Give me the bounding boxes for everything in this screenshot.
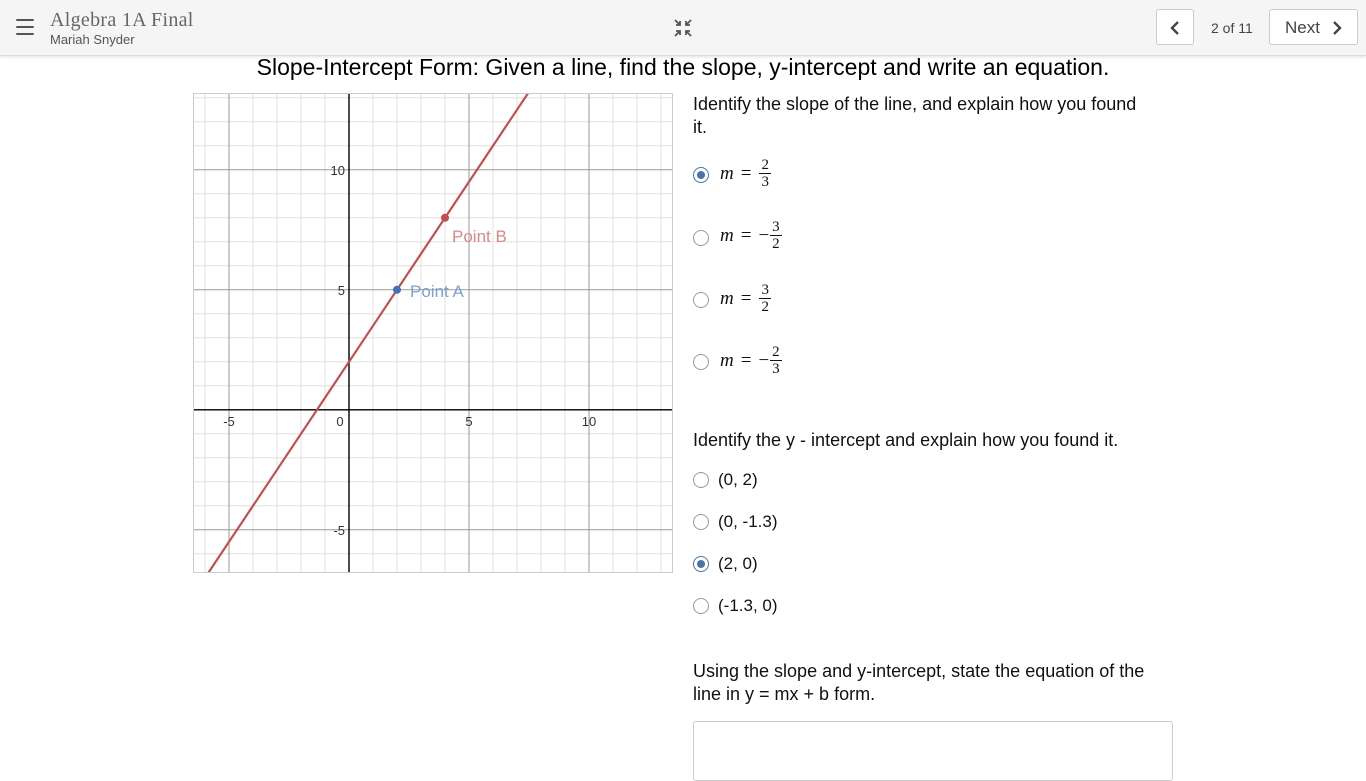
math-equals: =	[740, 224, 752, 246]
slope-option-4-radio[interactable]	[693, 354, 709, 370]
math-equals: =	[740, 287, 752, 309]
denominator: 2	[761, 299, 769, 315]
y-tick-label: -5	[333, 522, 345, 538]
top-bar	[0, 0, 1366, 56]
math-variable: m	[720, 162, 734, 184]
fraction	[770, 219, 782, 252]
intercept-option-2-radio[interactable]	[693, 514, 709, 530]
point-a-label: Point A	[410, 281, 464, 301]
point-a[interactable]	[393, 286, 401, 294]
slope-option-1[interactable]	[720, 157, 771, 190]
denominator: 3	[772, 361, 780, 377]
app-title: Algebra 1A Final	[50, 9, 194, 31]
intercept-option-3-label[interactable]: (2, 0)	[718, 554, 758, 573]
question-equation-prompt: Using the slope and y-intercept, state the equation of the line in y = mx + b form.	[693, 661, 1145, 704]
slope-option-3[interactable]	[720, 282, 771, 315]
intercept-option-3-radio[interactable]	[693, 556, 709, 572]
major-grid	[193, 93, 673, 573]
equation-answer-input[interactable]	[693, 721, 1173, 781]
menu-icon[interactable]	[16, 19, 34, 35]
x-tick-label: 0	[336, 413, 344, 429]
chevron-right-icon	[1332, 21, 1342, 35]
point-b[interactable]	[441, 214, 449, 222]
plotted-line	[193, 93, 673, 573]
math-variable: m	[720, 349, 734, 371]
question-slope-prompt: Identify the slope of the line, and explain how you found it.	[693, 94, 1137, 137]
collapse-icon[interactable]	[674, 19, 692, 37]
math-sign: −	[758, 349, 770, 371]
math-equals: =	[740, 349, 752, 371]
graph-border	[194, 94, 673, 573]
slope-option-2-radio[interactable]	[693, 230, 709, 246]
coordinate-graph[interactable]	[193, 93, 673, 573]
numerator: 3	[761, 282, 769, 298]
intercept-option-2-label[interactable]: (0, -1.3)	[718, 512, 778, 531]
previous-button[interactable]	[1156, 9, 1194, 45]
intercept-option-1-label[interactable]: (0, 2)	[718, 470, 758, 489]
intercept-option-4-label[interactable]: (-1.3, 0)	[718, 596, 778, 615]
fraction	[759, 282, 771, 315]
math-equals: =	[740, 162, 752, 184]
numerator: 2	[772, 344, 780, 360]
slope-option-2[interactable]	[720, 219, 782, 252]
denominator: 2	[772, 236, 780, 252]
math-sign: −	[758, 224, 770, 246]
math-variable: m	[720, 287, 734, 309]
slope-option-3-radio[interactable]	[693, 292, 709, 308]
intercept-option-4-radio[interactable]	[693, 598, 709, 614]
chevron-left-icon	[1170, 21, 1180, 35]
slope-option-4[interactable]	[720, 344, 782, 377]
page-title: Slope-Intercept Form: Given a line, find the slope, y-intercept and write an equation.	[256, 54, 1110, 80]
next-button[interactable]	[1269, 9, 1358, 45]
intercept-option-1-radio[interactable]	[693, 472, 709, 488]
fraction	[770, 344, 782, 377]
question-intercept-prompt: Identify the y - intercept and explain how you found it.	[693, 430, 1119, 450]
minor-grid	[193, 93, 673, 573]
x-tick-label: 10	[581, 413, 597, 429]
denominator: 3	[761, 174, 769, 190]
fraction	[759, 157, 771, 190]
student-name: Mariah Snyder	[50, 32, 135, 47]
y-tick-label: 5	[337, 282, 345, 298]
y-tick-label: 10	[330, 162, 345, 178]
next-button-label: Next	[1285, 18, 1320, 37]
point-b-label: Point B	[452, 226, 507, 246]
numerator: 3	[772, 219, 780, 235]
math-variable: m	[720, 224, 734, 246]
numerator: 2	[761, 157, 769, 173]
page-indicator: 2 of 11	[1211, 20, 1253, 36]
x-tick-label: -5	[223, 413, 235, 429]
slope-option-1-radio[interactable]	[693, 167, 709, 183]
x-tick-label: 5	[465, 413, 473, 429]
